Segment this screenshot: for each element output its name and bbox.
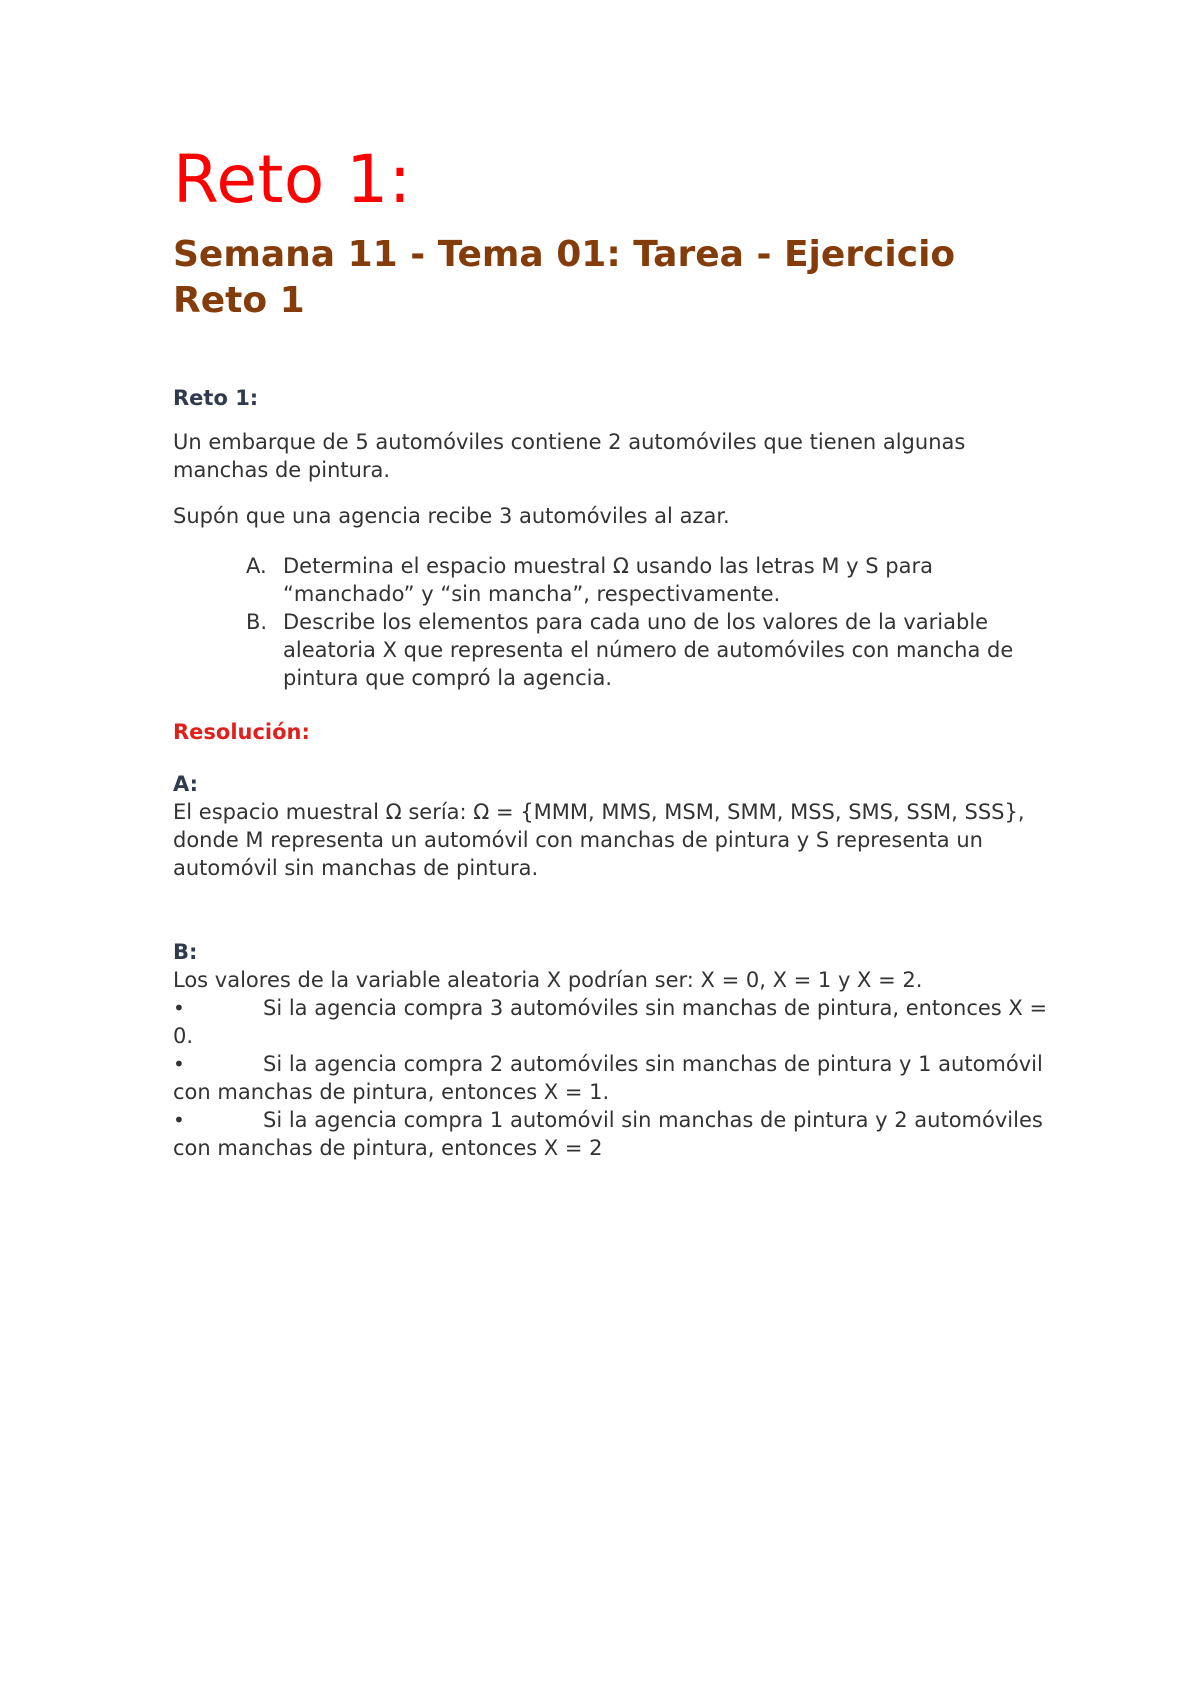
part-a-heading: A: <box>173 772 199 796</box>
bullet-text: Si la agencia compra 1 automóvil sin manchas de pintura y 2 automóviles con manchas de pintura, entonces X = 2 <box>173 1108 1043 1160</box>
bullet-icon: • <box>173 1052 185 1076</box>
bullet-text: Si la agencia compra 3 automóviles sin manchas de pintura, entonces X = 0. <box>173 996 1048 1048</box>
page-title: Reto 1: <box>173 141 412 218</box>
task-list <box>173 552 1053 692</box>
list-item <box>173 1050 1053 1106</box>
challenge-heading: Reto 1: <box>173 386 259 410</box>
page-subtitle: Semana 11 - Tema 01: Tarea - Ejercicio Reto 1 <box>173 234 956 321</box>
task-item-b <box>246 608 1053 692</box>
challenge-paragraph-2: Supón que una agencia recibe 3 automóviles al azar. <box>173 504 730 528</box>
part-b-heading: B: <box>173 940 198 964</box>
list-item <box>173 1106 1053 1162</box>
bullet-icon: • <box>173 996 185 1020</box>
task-letter: B. <box>246 610 268 634</box>
challenge-paragraph-1: Un embarque de 5 automóviles contiene 2 automóviles que tienen algunas manchas de pintura. <box>173 430 966 482</box>
task-item-a <box>246 552 1053 608</box>
task-text: Determina el espacio muestral Ω usando las letras M y S para “manchado” y “sin mancha”, respectivamente. <box>283 554 933 606</box>
bullet-icon: • <box>173 1108 185 1132</box>
task-letter: A. <box>246 554 267 578</box>
resolution-heading: Resolución: <box>173 720 310 744</box>
task-text: Describe los elementos para cada uno de los valores de la variable aleatoria X que representa el número de automóviles con mancha de pintura que compró la agencia. <box>283 610 1014 690</box>
part-b-text: Los valores de la variable aleatoria X podrían ser: X = 0, X = 1 y X = 2. <box>173 968 923 992</box>
bullet-text: Si la agencia compra 2 automóviles sin manchas de pintura y 1 automóvil con manchas de pintura, entonces X = 1. <box>173 1052 1043 1104</box>
part-a-text: El espacio muestral Ω sería: Ω = {MMM, MMS, MSM, SMM, MSS, SMS, SSM, SSS}, donde M representa un automóvil con manchas de pintura y S representa un automóvil sin manchas de pintura. <box>173 800 1025 880</box>
list-item <box>173 994 1053 1050</box>
document-page <box>173 140 1053 1162</box>
